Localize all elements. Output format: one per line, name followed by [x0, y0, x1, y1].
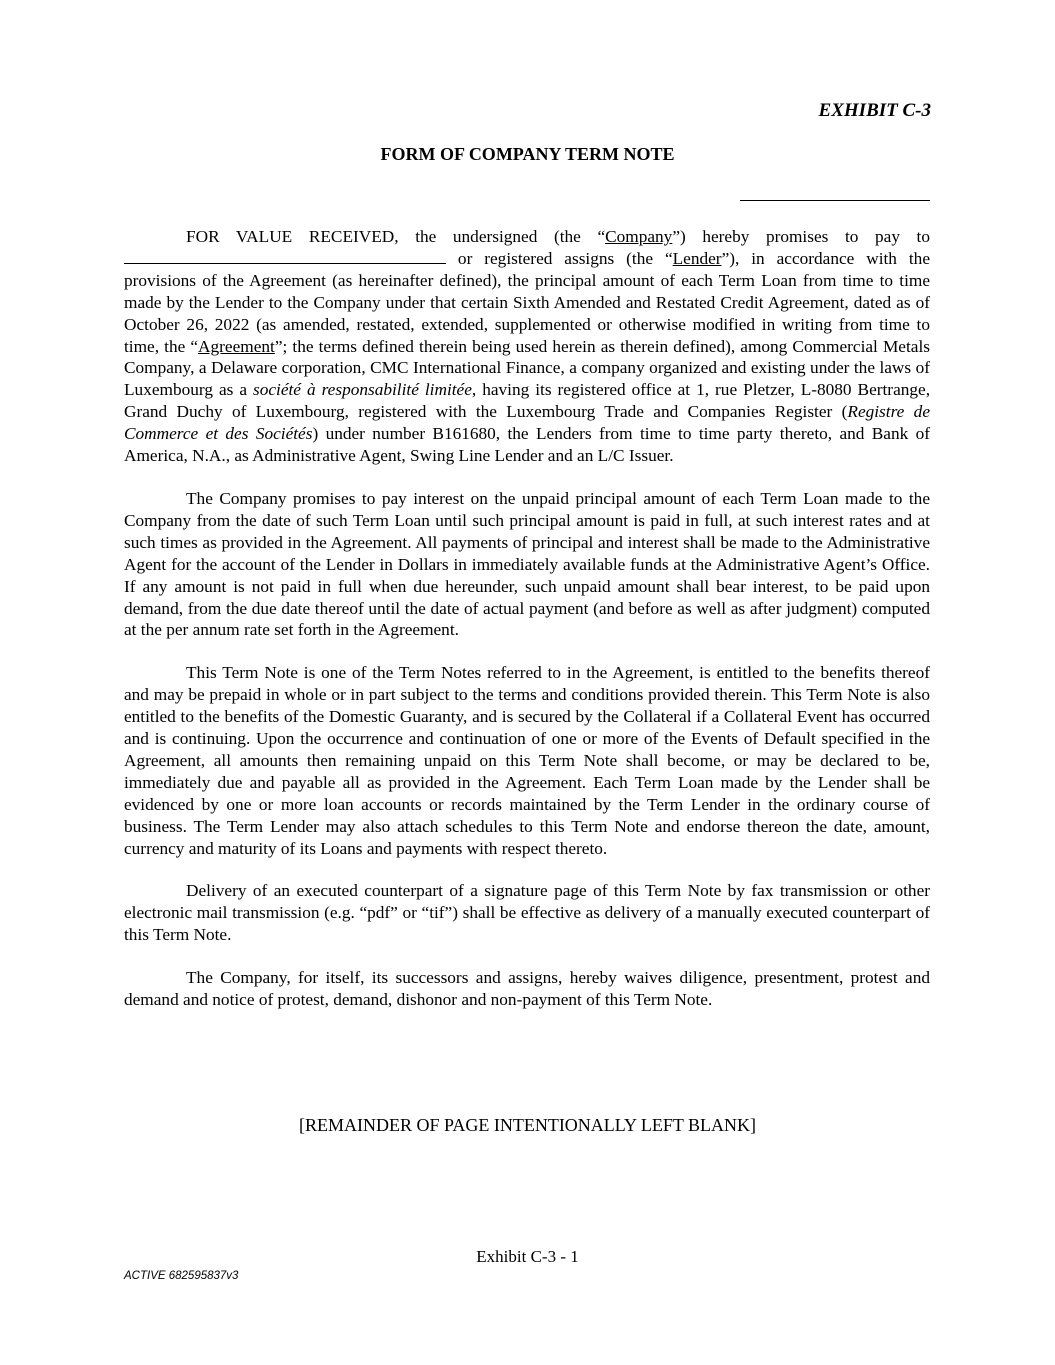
- defined-term-lender: Lender: [672, 248, 722, 268]
- document-body: [124, 226, 930, 1032]
- remainder-blank-notice: [REMAINDER OF PAGE INTENTIONALLY LEFT BLANK]: [298, 1115, 756, 1135]
- footer-page-number: Exhibit C-3 - 1: [476, 1247, 579, 1266]
- text-segment: FOR VALUE RECEIVED, the undersigned (the “: [186, 227, 606, 246]
- text-segment: , having its registered office at 1, rue Pletzer, L-8080 Bertrange, Grand Duchy of Luxembourg, registered with the Luxembourg Trade and Companies Register (: [124, 380, 931, 422]
- exhibit-label: EXHIBIT C-3: [818, 100, 931, 121]
- text-segment: ) under number B161680, the Lenders from time to time party thereto, and Bank of America, N.A., as Administrative Agent, Swing Line Lender and an L/C Issuer.: [124, 424, 931, 466]
- paragraph-promise-to-pay: [124, 226, 930, 467]
- paragraph-interest: The Company promises to pay interest on the unpaid principal amount of each Term Loan made to the Company from the date of such Term Loan until such principal amount is paid in full, at such interest rates and at such times as provided in the Agreement. All payments of principal and interest shall be made to the Administrative Agent for the account of the Lender in Dollars in immediately available funds at the Administrative Agent’s Office. If any amount is not paid in full when due hereunder, such unpaid amount shall bear interest, to be paid upon demand, from the due date thereof until the date of actual payment (and before as well as after judgment) computed at the per annum rate set forth in the Agreement.: [124, 488, 930, 640]
- italic-term-register: Registre de Commerce et des Sociétés: [124, 402, 930, 444]
- paragraph-waiver: The Company, for itself, its successors and assigns, hereby waives diligence, presentment, protest and demand and notice of protest, demand, dishonor and non-payment of this Term Note.: [124, 968, 930, 1010]
- text-segment: ”; the terms defined therein being used herein as therein defined), among Commercial Metals Company, a Delaware corporation, CMC International Finance, a company organized and existing under the laws of Luxembourg as a: [124, 336, 930, 400]
- defined-term-company: Company: [605, 227, 673, 246]
- text-segment: ”), in accordance with the provisions of the Agreement (as hereinafter defined), the principal amount of each Term Loan from time to time made by the Lender to the Company under that certain Sixth Amended and Restated Credit Agreement, dated as of October 26, 2022 (as amended, restated, extended, supplemented or otherwise modified in writing from time to time, the “: [124, 248, 930, 356]
- italic-term-sarl: société à responsabilité limitée: [253, 380, 472, 400]
- text-segment: or registered assigns (the “: [446, 248, 673, 268]
- date-blank-line: [740, 200, 930, 201]
- paragraph-electronic-delivery: Delivery of an executed counterpart of a signature page of this Term Note by fax transmission or other electronic mail transmission (e.g. “pdf” or “tif”) shall be effective as delivery of a manually executed counterpart of this Term Note.: [124, 881, 930, 945]
- text-segment: ”) hereby promises to pay to: [672, 227, 930, 246]
- paragraph-term-note-benefits: This Term Note is one of the Term Notes referred to in the Agreement, is entitled to the benefits thereof and may be prepaid in whole or in part subject to the terms and conditions provided therein. This Term Note is also entitled to the benefits of the Domestic Guaranty, and is secured by the Collateral if a Collateral Event has occurred and is continuing. Upon the occurrence and continuation of one or more of the Events of Default specified in the Agreement, all amounts then remaining unpaid on this Term Note shall become, or may be declared to be, immediately due and payable all as provided in the Agreement. Each Term Loan made by the Lender shall be evidenced by one or more loan accounts or records maintained by the Term Lender in the ordinary course of business. The Term Lender may also attach schedules to this Term Note and endorse thereon the date, amount, currency and maturity of its Loans and payments with respect thereto.: [124, 663, 930, 858]
- defined-term-agreement: Agreement: [198, 336, 275, 356]
- document-title: FORM OF COMPANY TERM NOTE: [380, 144, 675, 164]
- payee-blank-line: [124, 249, 446, 264]
- footer-document-id: ACTIVE 682595837v3: [124, 1270, 239, 1282]
